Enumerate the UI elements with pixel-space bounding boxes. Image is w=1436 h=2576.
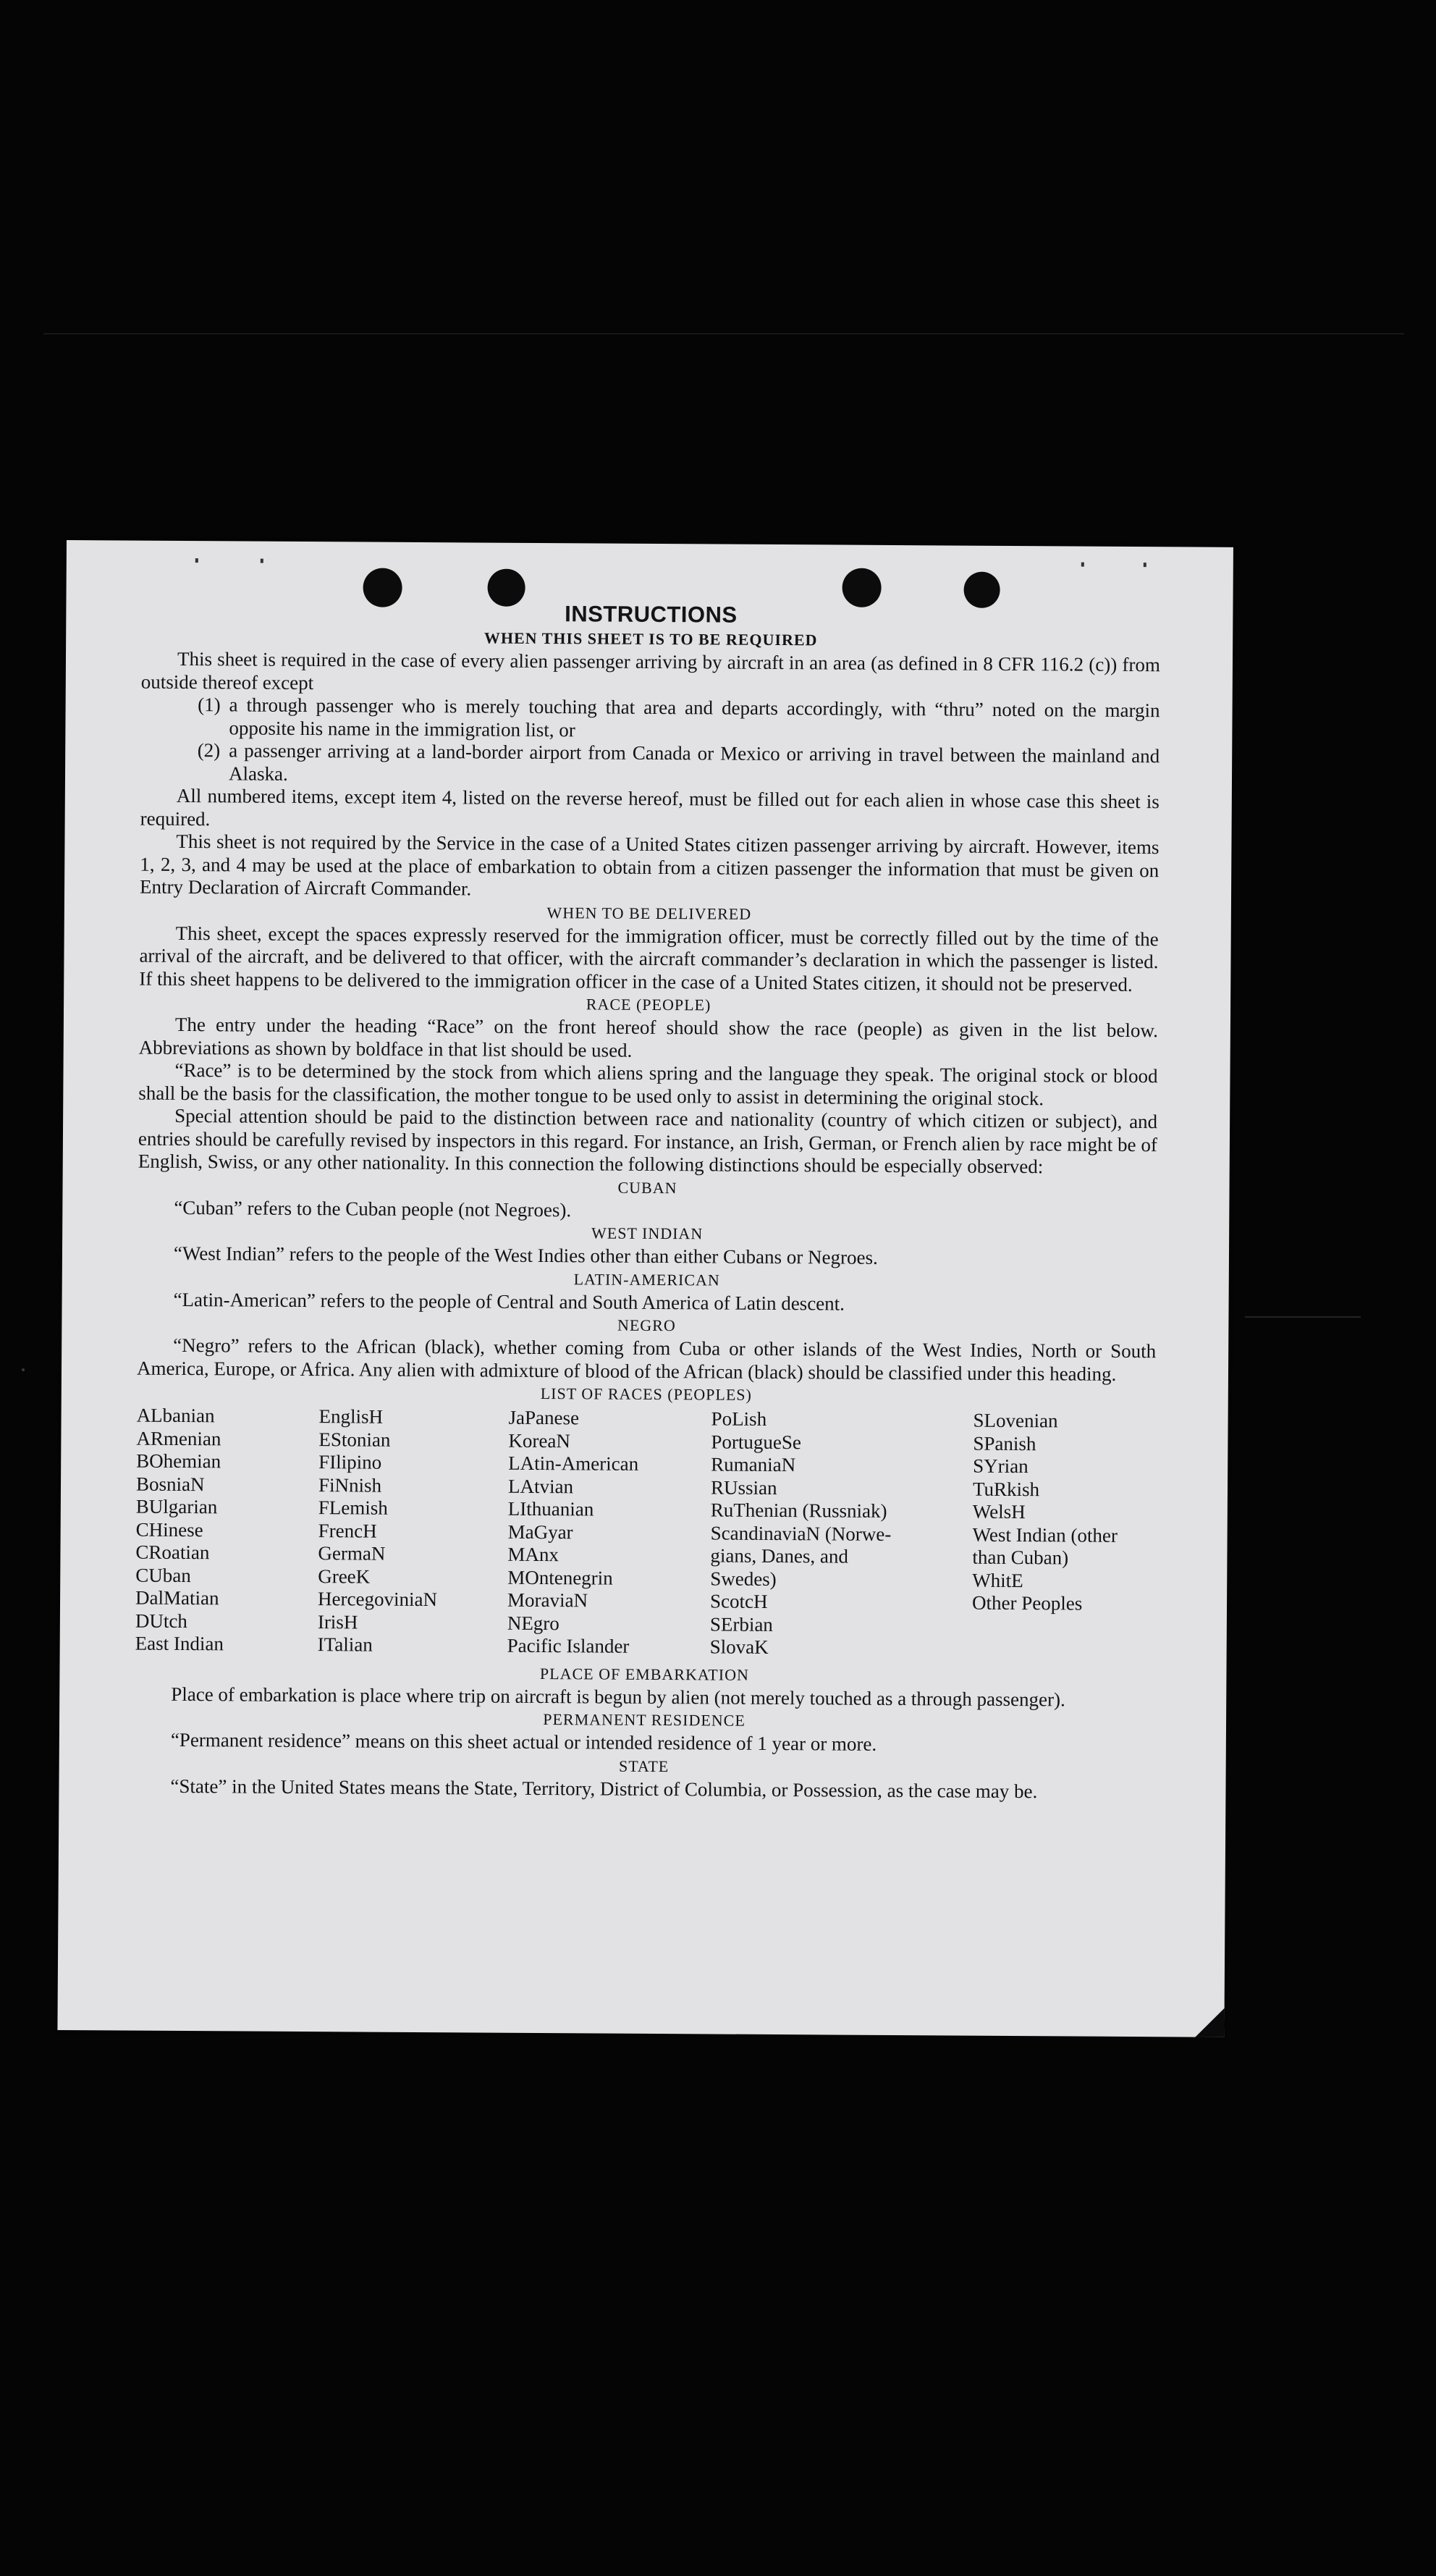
cuban-paragraph: “Cuban” refers to the Cuban people (not Negroes).: [174, 1196, 572, 1221]
state-paragraph: “State” in the United States means the State, Territory, District of Columbia, or Possession, as the case may be.: [170, 1775, 1038, 1802]
race-entry: TuRkish: [972, 1478, 1040, 1500]
race-entry: BosniaN: [135, 1473, 205, 1495]
scan-mark: [1144, 563, 1146, 567]
race-paragraph-2: “Race” is to be determined by the stock from which aliens spring and the language they speak. The original stock or blood shall be the basis for the classification, the mother tongue to be used only to assist in determining the original stock.: [138, 1058, 1158, 1109]
race-entry: CUban: [135, 1564, 191, 1586]
document-title: INSTRUCTIONS: [565, 601, 738, 628]
section-heading-required: WHEN THIS SHEET IS TO BE REQUIRED: [483, 628, 818, 649]
races-column: [972, 1410, 1156, 1662]
exception-item-2: [140, 739, 1160, 791]
punch-hole: [842, 568, 881, 607]
race-entry: ScotcH: [709, 1590, 768, 1612]
race-entry: DalMatian: [135, 1586, 219, 1609]
race-entry: FLemish: [318, 1497, 388, 1519]
race-entry: WelsH: [972, 1500, 1026, 1523]
race-entry: EnglisH: [318, 1405, 384, 1428]
race-entry: SLovenian: [973, 1409, 1058, 1432]
folded-corner: [1195, 2008, 1224, 2037]
scan-mark: [261, 559, 263, 563]
races-column: [710, 1407, 973, 1660]
races-column: [135, 1405, 319, 1657]
race-entry: FrencH: [318, 1519, 377, 1542]
instructions-body: [134, 599, 1160, 1804]
latin-american-paragraph: “Latin-American” refers to the people of Central and South America of Latin descent.: [173, 1288, 845, 1315]
race-entry: MoraviaN: [507, 1588, 588, 1612]
race-entry: Other Peoples: [971, 1591, 1083, 1615]
exception-text: a passenger arriving at a land-border airport from Canada or Mexico or arriving in travel between the mainland and Alaska.: [228, 739, 1160, 785]
section-heading-list-of-races: LIST OF RACES (PEOPLES): [540, 1384, 752, 1404]
race-entry: than Cuban): [972, 1546, 1069, 1569]
race-entry: MAnx: [507, 1543, 559, 1566]
race-entry: FIlipino: [318, 1451, 382, 1473]
race-entry: GreeK: [318, 1565, 371, 1588]
race-paragraph-1: The entry under the heading “Race” on the front hereof should show the race (people) as given in the list below. Abbreviations as shown by boldface in that list should be used.: [138, 1013, 1158, 1061]
section-heading-negro: NEGRO: [617, 1316, 676, 1335]
scan-artifact-line: [43, 333, 1404, 334]
exception-number: (1): [198, 694, 221, 716]
numbered-items-paragraph: All numbered items, except item 4, listed on the reverse hereof, must be filled out for each alien in whose case this sheet is required.: [140, 784, 1160, 830]
race-entry: FiNnish: [318, 1473, 382, 1497]
scan-mark: [195, 558, 198, 563]
race-entry: SErbian: [709, 1612, 773, 1636]
race-entry: RumaniaN: [711, 1453, 796, 1476]
race-entry: GermaN: [318, 1542, 386, 1565]
race-entry: SlovaK: [709, 1636, 769, 1658]
race-entry: KoreaN: [508, 1429, 570, 1452]
race-entry: SPanish: [973, 1432, 1036, 1455]
race-entry: WhitE: [972, 1569, 1023, 1591]
race-entry: SYrian: [973, 1455, 1029, 1478]
embarkation-paragraph: Place of embarkation is place where trip on aircraft is begun by alien (not merely touched as a through passenger).: [171, 1683, 1065, 1710]
section-heading-embarkation: PLACE OF EMBARKATION: [539, 1664, 749, 1684]
race-entry: NEgro: [507, 1612, 559, 1634]
race-entry: ScandinaviaN (Norwe-: [710, 1521, 892, 1545]
race-entry: LAtin-American: [508, 1452, 639, 1475]
race-entry: PoLish: [711, 1407, 767, 1430]
race-entry: Swedes): [710, 1567, 777, 1590]
scan-mark: [1081, 563, 1084, 567]
punch-hole: [963, 572, 1000, 608]
exception-item-1: [140, 694, 1160, 746]
citizen-paragraph: This sheet is not required by the Service in the case of a United States citizen passenger arriving by aircraft. However, items 1, 2, 3, and 4 may be used at the place of embarkation to obtain from a citizen passenger the information that must be given on Entry Declaration of Aircraft Commander.: [139, 830, 1160, 900]
section-heading-cuban: CUBAN: [617, 1178, 677, 1197]
race-entry: LAtvian: [507, 1475, 574, 1497]
race-entry: West Indian (other: [972, 1523, 1118, 1546]
race-entry: IrisH: [317, 1610, 358, 1633]
races-list: [135, 1405, 1156, 1662]
scan-artifact-line: [1245, 1316, 1361, 1318]
exception-number: (2): [197, 739, 221, 762]
race-entry: BOhemian: [136, 1449, 221, 1473]
section-heading-delivered: WHEN TO BE DELIVERED: [546, 903, 752, 923]
race-entry: PortugueSe: [711, 1430, 802, 1453]
race-entry: HercegoviniaN: [317, 1588, 438, 1611]
race-entry: ARmenian: [136, 1427, 221, 1449]
race-entry: gians, Danes, and: [710, 1544, 848, 1567]
race-entry: LIthuanian: [507, 1497, 594, 1520]
race-entry: East Indian: [135, 1632, 224, 1655]
race-entry: DUtch: [135, 1609, 187, 1632]
race-entry: MaGyar: [507, 1520, 573, 1543]
race-entry: BUlgarian: [135, 1495, 218, 1518]
negro-paragraph: “Negro” refers to the African (black), whether coming from Cuba or other islands of the West Indies, North or South America, Europe, or Africa. Any alien with admixture of blood of the African (black) should be classified under this heading.: [136, 1334, 1157, 1385]
race-paragraph-3: Special attention should be paid to the distinction between race and nationality (country of which citizen or subject), and entries should be carefully revised by inspectors in this regard. For instance, an Irish, German, or French alien by race might be of English, Swiss, or any other nationality. In this connection the following distinctions should be especially observed:: [138, 1104, 1158, 1178]
document-sheet: [57, 540, 1233, 2037]
race-entry: CRoatian: [135, 1541, 210, 1564]
race-entry: MOntenegrin: [507, 1566, 613, 1589]
section-heading-race: RACE (PEOPLE): [586, 995, 711, 1014]
races-column: [507, 1407, 711, 1659]
delivered-paragraph: This sheet, except the spaces expressly reserved for the immigration officer, must be correctly filled out by the time of the arrival of the aircraft, and be delivered to that officer, with the aircraft commander’s declaration in which the passenger is listed. If this sheet happens to be delivered to the immigration officer in the case of a United States citizen, it should not be preserved.: [139, 922, 1159, 996]
west-indian-paragraph: “West Indian” refers to the people of the West Indies other than either Cubans or Negroes.: [173, 1242, 878, 1268]
race-entry: CHinese: [135, 1518, 203, 1541]
residence-paragraph: “Permanent residence” means on this sheet actual or intended residence of 1 year or more.: [170, 1728, 877, 1755]
race-entry: RUssian: [710, 1476, 777, 1499]
race-entry: Pacific Islander: [507, 1634, 630, 1657]
race-entry: JaPanese: [508, 1406, 580, 1429]
section-heading-residence: PERMANENT RESIDENCE: [543, 1710, 746, 1730]
races-column: [318, 1405, 509, 1657]
race-entry: ITalian: [317, 1633, 373, 1656]
section-heading-latin-american: LATIN-AMERICAN: [573, 1269, 720, 1289]
race-entry: ALbanian: [136, 1404, 215, 1427]
race-entry: RuThenian (Russniak): [710, 1499, 887, 1522]
race-entry: EStonian: [318, 1428, 391, 1451]
scan-artifact-dot: [22, 1368, 25, 1371]
intro-paragraph: This sheet is required in the case of every alien passenger arriving by aircraft in an area (as defined in 8 CFR 116.2 (c)) from outside thereof except: [140, 647, 1161, 694]
exception-text: a through passenger who is merely touching that area and departs accordingly, with “thru” noted on the margin opposite his name in the immigration list, or: [229, 694, 1160, 741]
section-heading-state: STATE: [618, 1756, 670, 1775]
section-heading-west-indian: WEST INDIAN: [591, 1224, 704, 1243]
